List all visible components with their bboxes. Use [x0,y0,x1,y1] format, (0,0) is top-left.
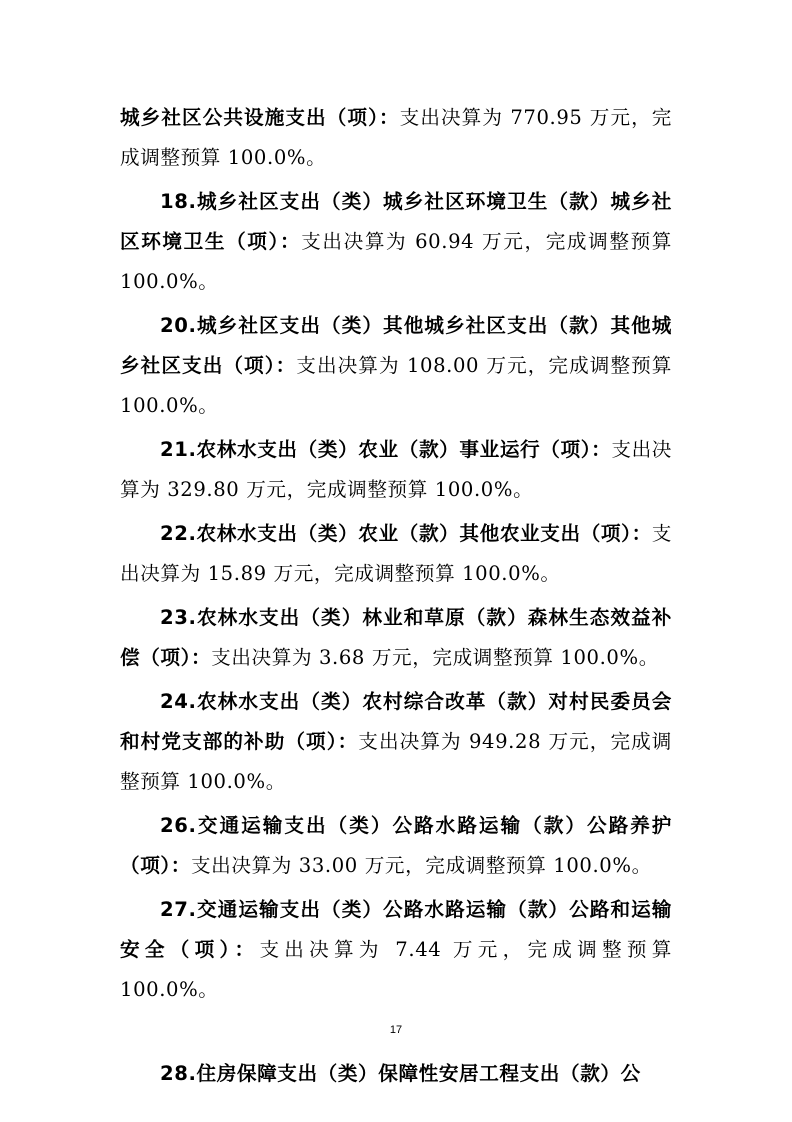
paragraph-item-20 [120,306,672,426]
document-page [120,98,672,1094]
item-body: 支出决算为 949.28 万元，完成调整预算 100.0%。 [120,730,673,793]
page-number: 17 [389,1024,403,1036]
item-heading: 22.农林水支出（类）农业（款）其他农业支出（项）： [160,522,652,545]
item-body: 支出决算为 3.68 万元，完成调整预算 100.0%。 [211,646,659,669]
paragraph-item-28 [120,1054,672,1094]
item-heading: 28.住房保障支出（类）保障性安居工程支出（款）公 [160,1062,641,1085]
paragraph-item-22 [120,514,672,594]
paragraph-item-27 [120,890,672,1010]
item-heading: 26.交通运输支出（类）公路水路运输（款）公路养护（项）： [120,814,672,877]
item-body: 支出决算为 108.00 万元，完成调整预算 100.0%。 [120,354,672,417]
item-body: 支出决算为 329.80 万元，完成调整预算 100.0%。 [120,438,672,501]
paragraph-urban-public-facilities [120,98,672,178]
item-heading: 21.农林水支出（类）农业（款）事业运行（项）： [160,438,612,461]
item-body: 支出决算为 33.00 万元，完成调整预算 100.0%。 [190,854,652,877]
item-heading: 城乡社区公共设施支出（项）： [120,106,400,129]
paragraph-item-26 [120,806,672,886]
item-heading: 27.交通运输支出（类）公路水路运输（款）公路和运输安全（项）： [120,898,672,961]
item-body: 支出决算为 60.94 万元，完成调整预算 100.0%。 [120,230,672,293]
paragraph-item-24 [120,682,672,802]
item-body: 支出决算为 15.89 万元，完成调整预算 100.0%。 [120,522,672,585]
item-heading: 18.城乡社区支出（类）城乡社区环境卫生（款）城乡社区环境卫生（项）： [120,190,672,253]
paragraph-item-23 [120,598,672,678]
paragraph-item-18 [120,182,672,302]
paragraph-item-21 [120,430,672,510]
item-heading: 20.城乡社区支出（类）其他城乡社区支出（款）其他城乡社区支出（项）： [120,314,672,377]
item-body: 支出决算为 770.95 万元，完成调整预算 100.0%。 [120,106,672,169]
item-heading: 23.农林水支出（类）林业和草原（款）森林生态效益补偿（项）： [120,606,672,669]
item-heading: 24.农林水支出（类）农村综合改革（款）对村民委员会和村党支部的补助（项）： [120,690,672,753]
item-body: 支出决算为 7.44 万元，完成调整预算 100.0%。 [120,938,672,1001]
